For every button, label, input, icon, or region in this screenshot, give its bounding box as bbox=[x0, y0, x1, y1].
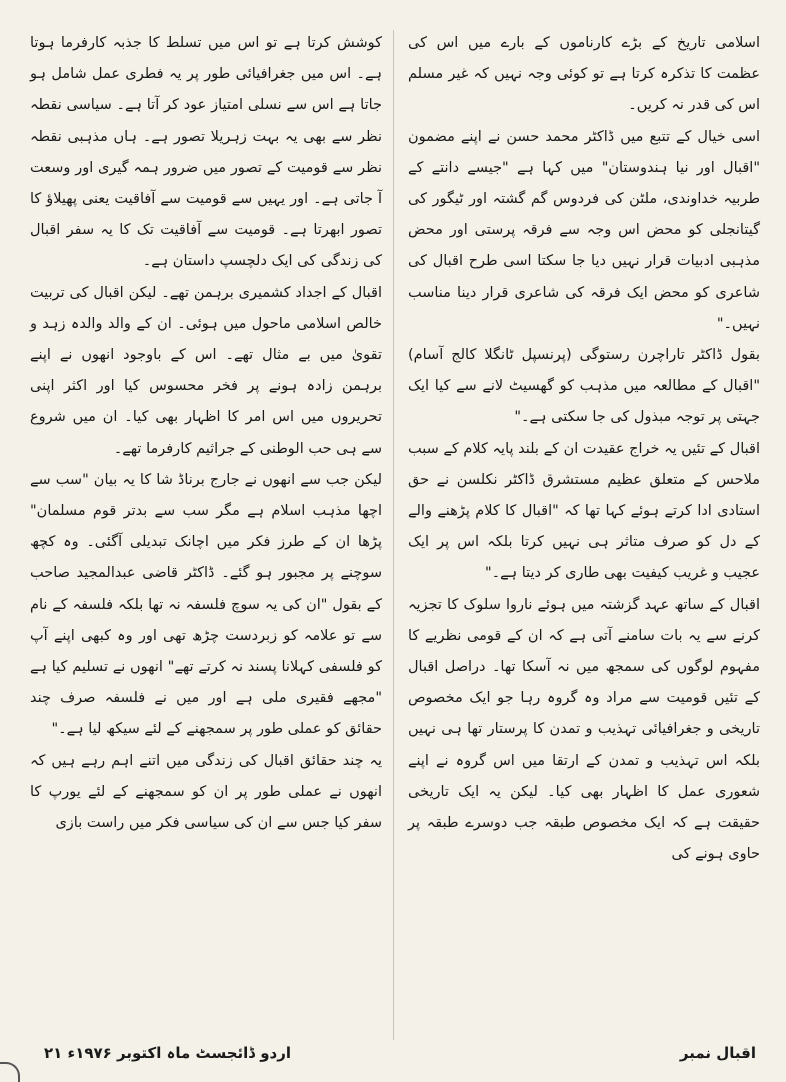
left-paragraph-1: کوشش کرتا ہے تو اس میں تسلط کا جذبہ کارفرما ہوتا ہے۔ اس میں جغرافیائی طور پر یہ فطری عمل شامل ہو جاتا ہے اس سے نسلی امتیاز عود کر آتا ہے۔ سیاسی نقطہ نظر سے بھی یہ بہت زہریلا تصور ہے۔ ہاں مذہبی نقطہ نظر سے قومیت کے تصور میں ضرور ہمہ گیری اور وسعت آ جاتی ہے۔ اور یہیں سے قومیت سے آفاقیت یعنی پھیلاؤ کا تصور ابھرتا ہے۔ قومیت سے آفاقیت تک کا یہ سفر اقبال کی زندگی کی ایک دلچسپ داستان ہے۔ bbox=[30, 35, 382, 270]
right-paragraph-3: بقول ڈاکٹر تاراچرن رستوگی (پرنسپل ٹانگلا کالج آسام) "اقبال کے مطالعہ میں مذہب کو گھسیٹ لانے سے کیا ایک جہتی پر توجہ مبذول کی جا سکتی ہے۔" bbox=[408, 347, 760, 426]
right-paragraph-4: اقبال کے تئیں یہ خراج عقیدت ان کے بلند پایہ کلام کے سبب ملاحس کے متعلق عظیم مستشرق ڈاکٹر نکلسن نے حق استادی ادا کرتے ہوئے کہا تھا کہ "اقبال کا کلام پڑھنے والے کے دل کو صرف متاثر ہی نہیں کرتا بلکہ اس پر ایک عجیب و غریب کیفیت بھی طاری کر دیتا ہے۔" bbox=[408, 440, 760, 582]
right-paragraph-2: اسی خیال کے تتبع میں ڈاکٹر محمد حسن نے اپنے مضمون "اقبال اور نیا ہندوستان" میں کہا ہے "جیسے دانتے کے طربیہ خداوندی، ملٹن کی فردوس گم گشتہ اور ٹیگور کی گیتانجلی کو محض اس وجہ سے فرقہ پرستی اور محض مذہبی ادبیات قرار نہیں دیا جا سکتا اسی طرح اقبال کی شاعری کو محض ایک فرقہ کی شاعری قرار دینا مناسب نہیں۔" bbox=[408, 128, 760, 332]
issue-title: اقبال نمبر bbox=[679, 1044, 756, 1062]
publication-info: اردو ڈائجسٹ ماہ اکتوبر ۱۹۷۶ء ۲۱ bbox=[44, 1044, 291, 1062]
page-footer bbox=[0, 1040, 786, 1074]
left-paragraph-4: یہ چند حقائق اقبال کی زندگی میں اتنے اہم رہے ہیں کہ انھوں نے عملی طور پر ان کو سمجھنے کے لئے یورپ کا سفر کیا جس سے ان کی سیاسی فکر میں راست بازی bbox=[30, 752, 382, 832]
right-column bbox=[408, 28, 760, 870]
column-divider bbox=[393, 30, 394, 1040]
left-paragraph-2: اقبال کے اجداد کشمیری برہمن تھے۔ لیکن اقبال کی تربیت خالص اسلامی ماحول میں ہوئی۔ ان کے والد والدہ زہد و تقویٰ میں بے مثال تھے۔ اس کے باوجود انھوں نے اپنے برہمن زادہ ہونے پر فخر محسوس کیا اور اکثر اپنی تحریروں میں اس امر کا اظہار بھی کیا۔ ان میں شروع سے ہی حب الوطنی کے جراثیم کارفرما تھے۔ bbox=[30, 284, 382, 457]
left-column bbox=[30, 28, 382, 839]
right-paragraph-1: اسلامی تاریخ کے بڑے کارناموں کے بارے میں اس کی عظمت کا تذکرہ کرتا ہے تو کوئی وجہ نہیں کہ غیر مسلم اس کی قدر نہ کریں۔ bbox=[408, 35, 760, 114]
left-paragraph-3: لیکن جب سے انھوں نے جارج برناڈ شا کا یہ بیان "سب سے اچھا مذہب اسلام ہے مگر سب سے بدتر قوم مسلمان" پڑھا ان کے طرز فکر میں اچانک تبدیلی آگئی۔ وہ کچھ سوچنے پر مجبور ہو گئے۔ ڈاکٹر قاضی عبدالمجید صاحب کے بقول "ان کی یہ سوچ فلسفہ نہ تھا بلکہ فلسفہ کے نام سے تو علامہ کو زبردست چڑھ تھی اور وہ کبھی اپنے آپ کو فلسفی کہلانا پسند نہ کرتے تھے" انھوں نے تسلیم کیا ہے "مجھے فقیری ملی ہے اور میں نے فلسفہ صرف چند حقائق کو عملی طور پر سمجھنے کے لئے سیکھ لیا ہے۔" bbox=[30, 471, 382, 738]
right-paragraph-5: اقبال کے ساتھ عہد گزشتہ میں ہوئے ناروا سلوک کا تجزیہ کرنے سے یہ بات سامنے آتی ہے کہ ان کے قومی نظریے کا مفہوم لوگوں کی سمجھ میں نہ آسکا تھا۔ دراصل اقبال کے تئیں قومیت سے مراد وہ گروہ رہا جو ایک مخصوص تاریخی و جغرافیائی تہذیب و تمدن کا پرستار تھا ہی نہیں بلکہ اس تہذیب و تمدن کے ارتقا میں اس گروہ نے اپنے شعوری عمل کا اظہار بھی کیا۔ لیکن یہ ایک تاریخی حقیقت ہے کہ ایک مخصوص طبقہ جب دوسرے طبقہ پر حاوی ہونے کی bbox=[408, 596, 760, 863]
